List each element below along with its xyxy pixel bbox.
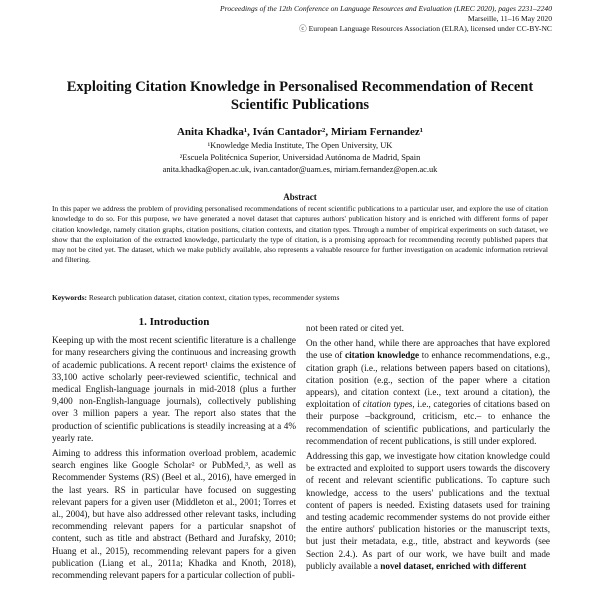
right-paragraph-2 bbox=[306, 450, 550, 572]
keywords-label: Keywords: bbox=[52, 293, 87, 302]
text-run: to enhance recommendations, e.g., citation graph (i.e., relations between papers based on citations), citation position (e.g., section of the paper where a citation appears), and citation context (i.e., text around a citation), the exploitation of bbox=[306, 350, 550, 410]
text-run: Addressing this gap, we investigate how citation knowledge could be extracted and exploited to support users towards the discovery of recent and relevant scientific publications. To capture such knowledge, access to the users' publications and the textual content of papers is needed. Existing datasets used for training and testing academic recommender systems do not provide either the entire authors' publication histories or the manuscript texts, but just their metadata, e.g., title, abstract and keywords (see Section 2.4.). As part of our work, we have built and made publicly available a bbox=[306, 451, 550, 571]
affiliation-2: ²Escuela Politécnica Superior, Universidad Autónoma de Madrid, Spain bbox=[179, 153, 421, 162]
abstract-heading: Abstract bbox=[283, 192, 317, 202]
proceedings-line: Proceedings of the 12th Conference on Language Resources and Evaluation (LREC 2020), pages 2231–2240 bbox=[220, 4, 552, 13]
left-column bbox=[52, 316, 296, 581]
bold-term: citation knowledge bbox=[345, 350, 420, 361]
proceedings-header bbox=[220, 4, 552, 34]
license-line: ⓒ European Language Resources Association (ELRA), licensed under CC-BY-NC bbox=[299, 24, 552, 33]
author-list: Anita Khadka¹, Iván Cantador², Miriam Fernandez¹ bbox=[176, 126, 424, 138]
intro-paragraph-1: Keeping up with the most recent scientific literature is a challenge for many researchers giving the continuous and increasing growth of academic publications. A recent report¹ claims the existence of 33,100 active scholarly peer-reviewed scientific, technical and medical English-language journals in mid-2018 (plus a further 9,400 non-English-language journals), collectively publishing over 3 million papers a year. The report also states that the production of scientific publications is steadily increasing at a 4% yearly rate. bbox=[52, 335, 296, 443]
venue-line: Marseille, 11–16 May 2020 bbox=[467, 14, 552, 23]
abstract-text: In this paper we address the problem of providing personalised recommendations of recent scientific publications to a particular user, and explore the use of citation knowledge to do so. For this purpose, we have generated a novel dataset that captures authors' publication history and is enriched with different forms of paper citation knowledge, namely citation graphs, citation positions, citation contexts, and citation types. Through a number of empirical experiments on such dataset, we show that the exploitation of the extracted knowledge, particularly the type of citation, is a promising approach for recommending recently published papers that may not be cited yet. The dataset, which we make publicly available, also represents a valuable resource for further investigation on academic information retrieval and filtering. bbox=[52, 204, 548, 265]
paper-title: Exploiting Citation Knowledge in Personalised Recommendation of Recent Scientific Publications bbox=[66, 79, 534, 113]
right-column bbox=[306, 322, 550, 572]
keywords-line bbox=[52, 293, 548, 302]
right-paragraph-1 bbox=[306, 337, 550, 447]
affiliation-1: ¹Knowledge Media Institute, The Open University, UK bbox=[207, 141, 393, 150]
right-paragraph-0: not been rated or cited yet. bbox=[306, 323, 404, 333]
text-run: On the other hand, while there are approaches that have explored the use of bbox=[306, 338, 550, 361]
bold-term: novel dataset, enriched with different bbox=[380, 560, 527, 571]
keywords-text: Research publication dataset, citation context, citation types, recommender systems bbox=[88, 293, 340, 302]
author-emails: anita.khadka@open.ac.uk, ivan.cantador@uam.es, miriam.fernandez@open.ac.uk bbox=[162, 165, 438, 174]
text-run: , i.e., categories of citations based on their purpose –background, criticism, etc.– to enhance the recommendation of scientific publications, and particularly the recommendation of recent publications, is still under explored. bbox=[306, 399, 551, 446]
intro-paragraph-2: Aiming to address this information overload problem, academic search engines like Google Scholar² or PubMed,³, as well as Recommender Systems (RS) (Beel et al., 2016), have emerged in the last years. RS in particular have focused on suggesting relevant papers for a given user (Middleton et al., 2001; Torres et al., 2004), but have also addressed other relevant tasks, including recommending relevant papers for a particular snapshot of content, such as title and abstract (Bethard and Jurafsky, 2010; Huang et al., 2015), recommending relevant papers for a given publication (Liang et al., 2011a; Khadka and Knoth, 2018), recommending relevant papers for a particular collection of publi- bbox=[52, 448, 296, 581]
section-heading: 1. Introduction bbox=[138, 316, 210, 328]
italic-term: citation types bbox=[362, 399, 413, 410]
